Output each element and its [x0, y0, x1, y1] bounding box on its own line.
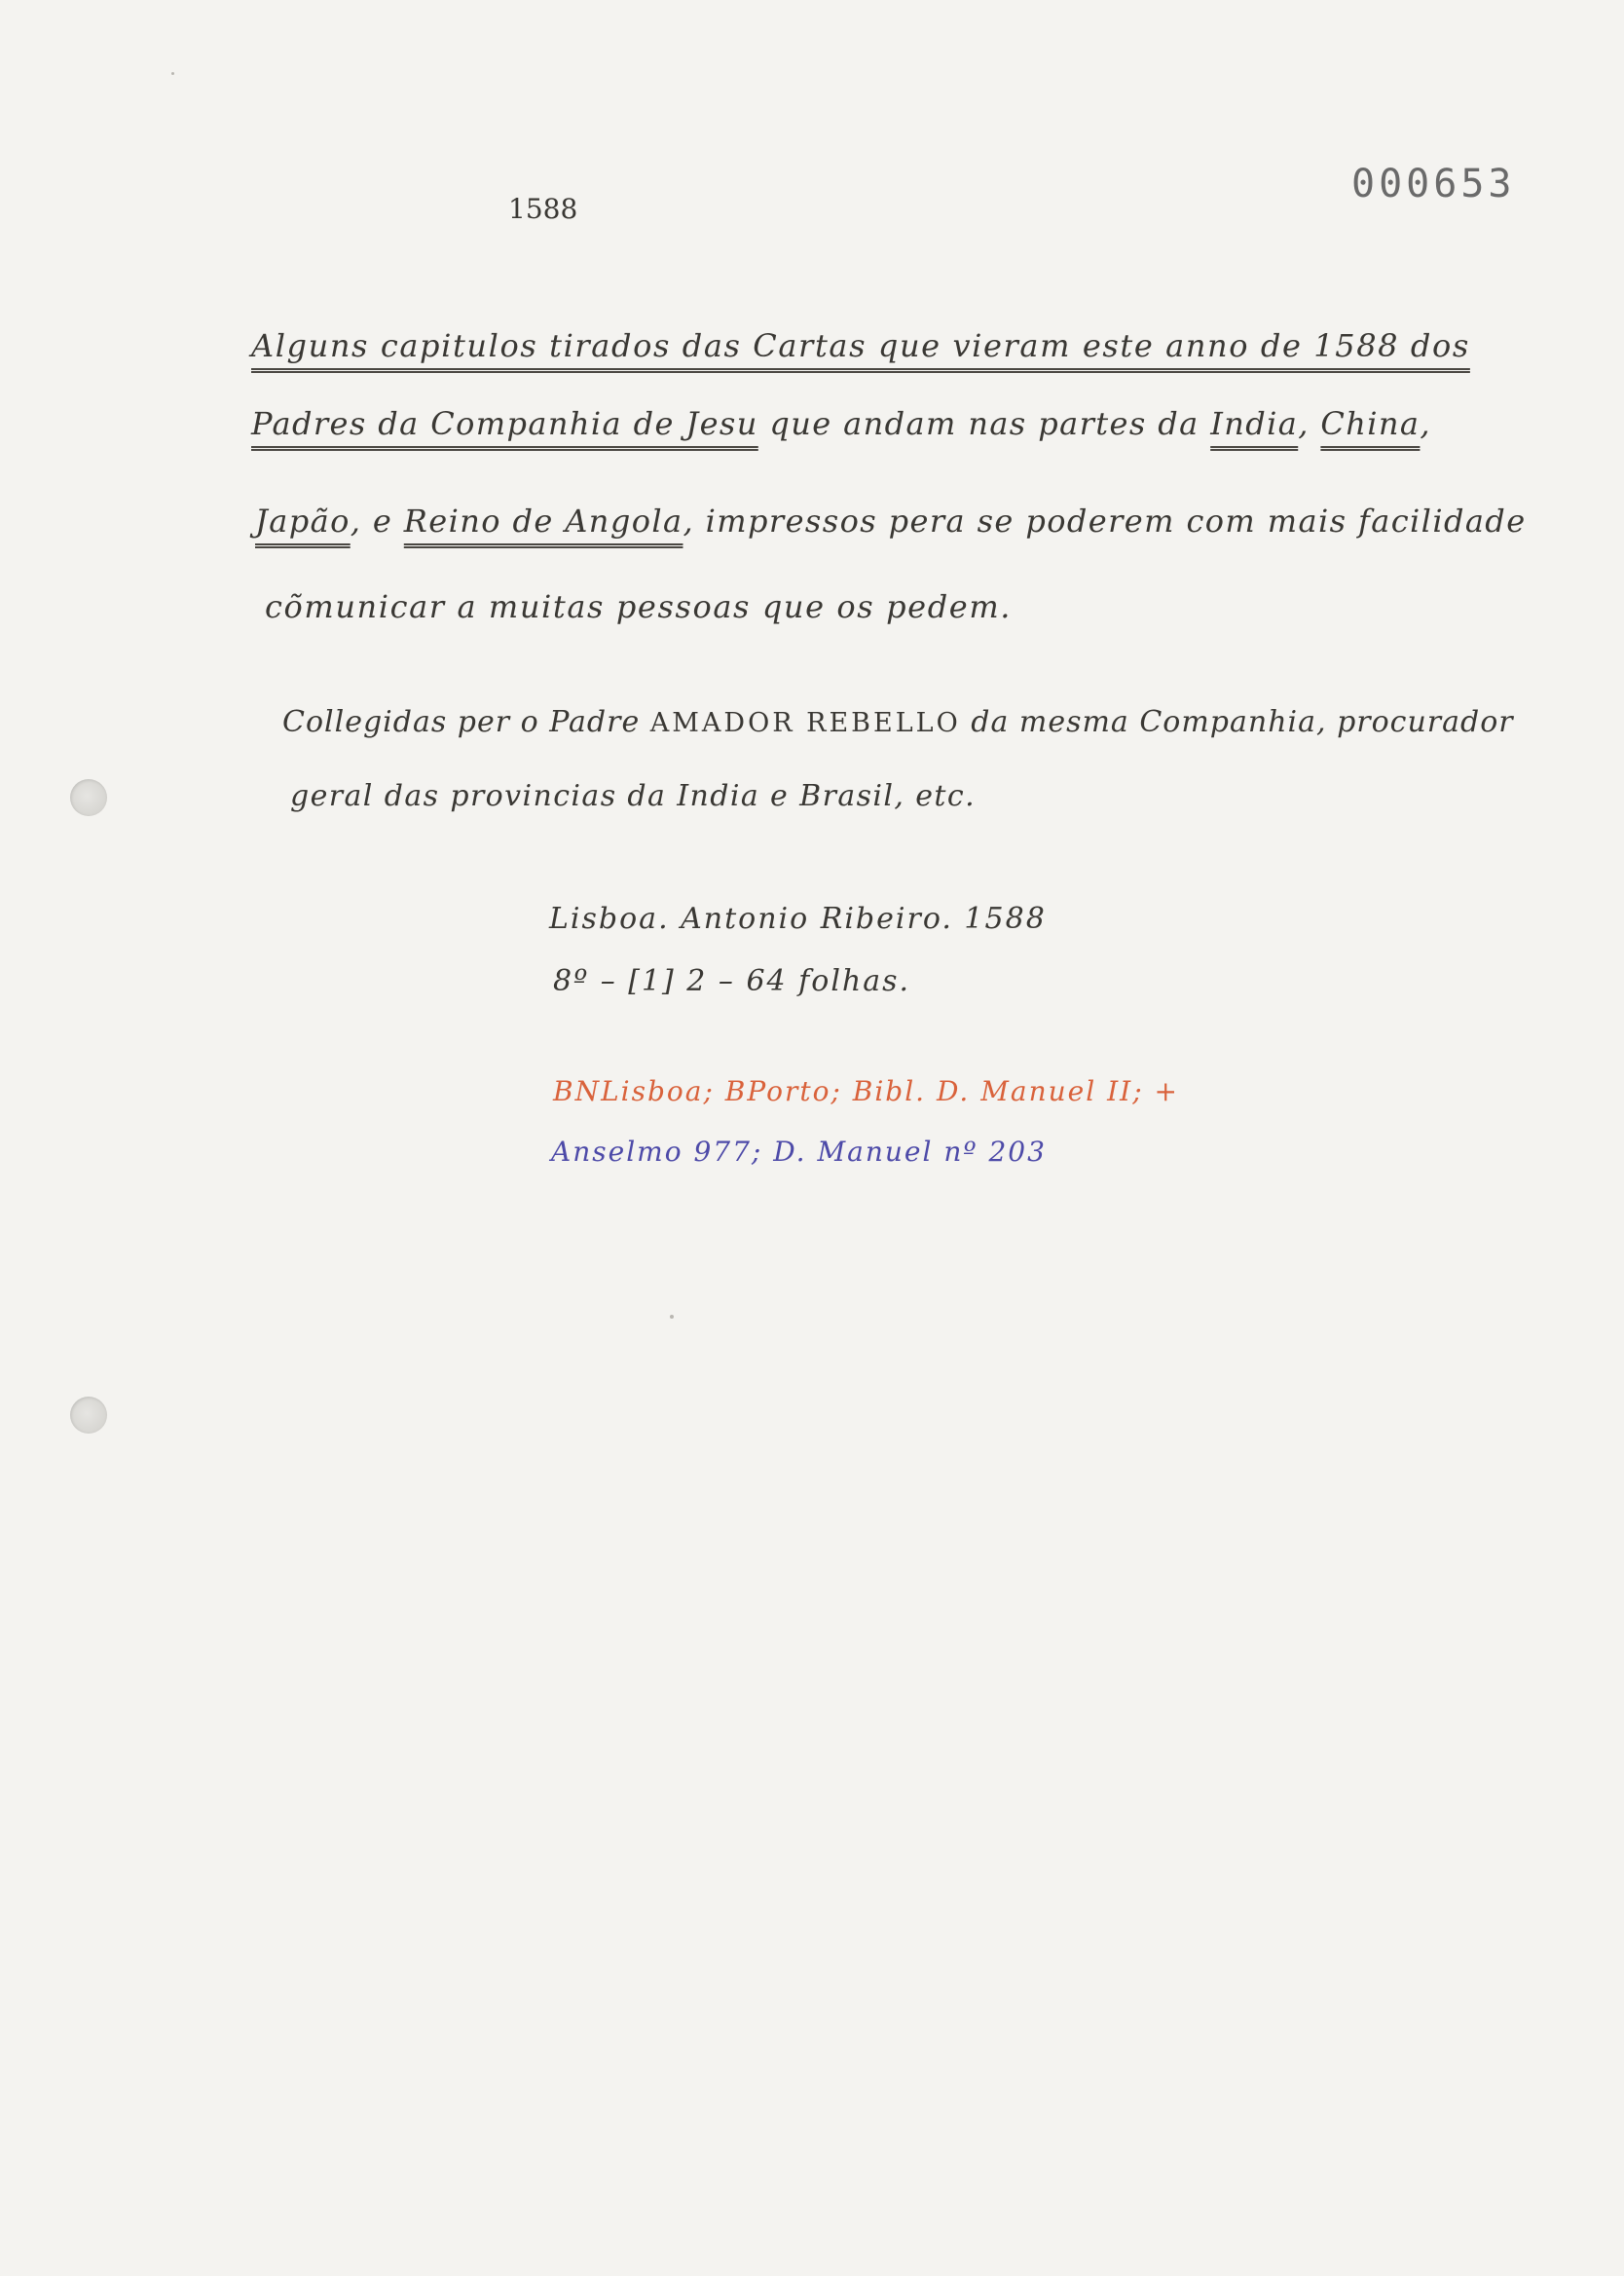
- document-number-stamp: 000653: [1351, 162, 1516, 206]
- title-line-3-japan: Japão: [255, 503, 351, 540]
- title-line-2-text: que andam nas partes da: [757, 405, 1211, 442]
- punch-hole-top: [70, 779, 107, 816]
- compiler-line-1-suffix: da mesma Companhia, procurador: [960, 705, 1514, 739]
- title-line-2-order: Padres da Companhia de Jesu: [251, 405, 758, 442]
- title-line-3-join: , e: [350, 503, 404, 540]
- title-line-4: cõmunicar a muitas pessoas que os pedem.: [265, 588, 1013, 625]
- title-line-3-text: , impressos pera se poderem com mais facilidade: [683, 503, 1527, 540]
- title-line-2-comma: ,: [1298, 405, 1321, 442]
- compiler-line-2: geral das provincias da India e Brasil, etc.: [290, 779, 977, 813]
- title-line-3-angola: Reino de Angola: [403, 503, 683, 540]
- title-line-2-end: ,: [1420, 405, 1431, 442]
- paper-speck: [670, 1315, 674, 1319]
- library-holdings: BNLisboa; BPorto; Bibl. D. Manuel II; +: [553, 1075, 1180, 1107]
- title-line-2-china: China: [1320, 405, 1421, 442]
- paper-speck: [171, 72, 174, 75]
- compiler-line-1: [282, 705, 1514, 739]
- bibliographic-references: Anselmo 977; D. Manuel nº 203: [551, 1136, 1047, 1168]
- year-heading: 1588: [508, 193, 578, 225]
- title-line-1: Alguns capitulos tirados das Cartas que vieram este anno de 1588 dos: [251, 327, 1470, 364]
- collation-line: 8º – [1] 2 – 64 folhas.: [553, 964, 911, 998]
- compiler-line-1-prefix: Collegidas per o Padre: [282, 705, 650, 739]
- title-line-2-india: India: [1210, 405, 1299, 442]
- title-line-3: [255, 503, 1527, 540]
- punch-hole-bottom: [70, 1397, 107, 1434]
- imprint-line: Lisboa. Antonio Ribeiro. 1588: [549, 902, 1047, 936]
- title-line-2: [251, 405, 1431, 442]
- compiler-name: AMADOR REBELLO: [649, 708, 961, 738]
